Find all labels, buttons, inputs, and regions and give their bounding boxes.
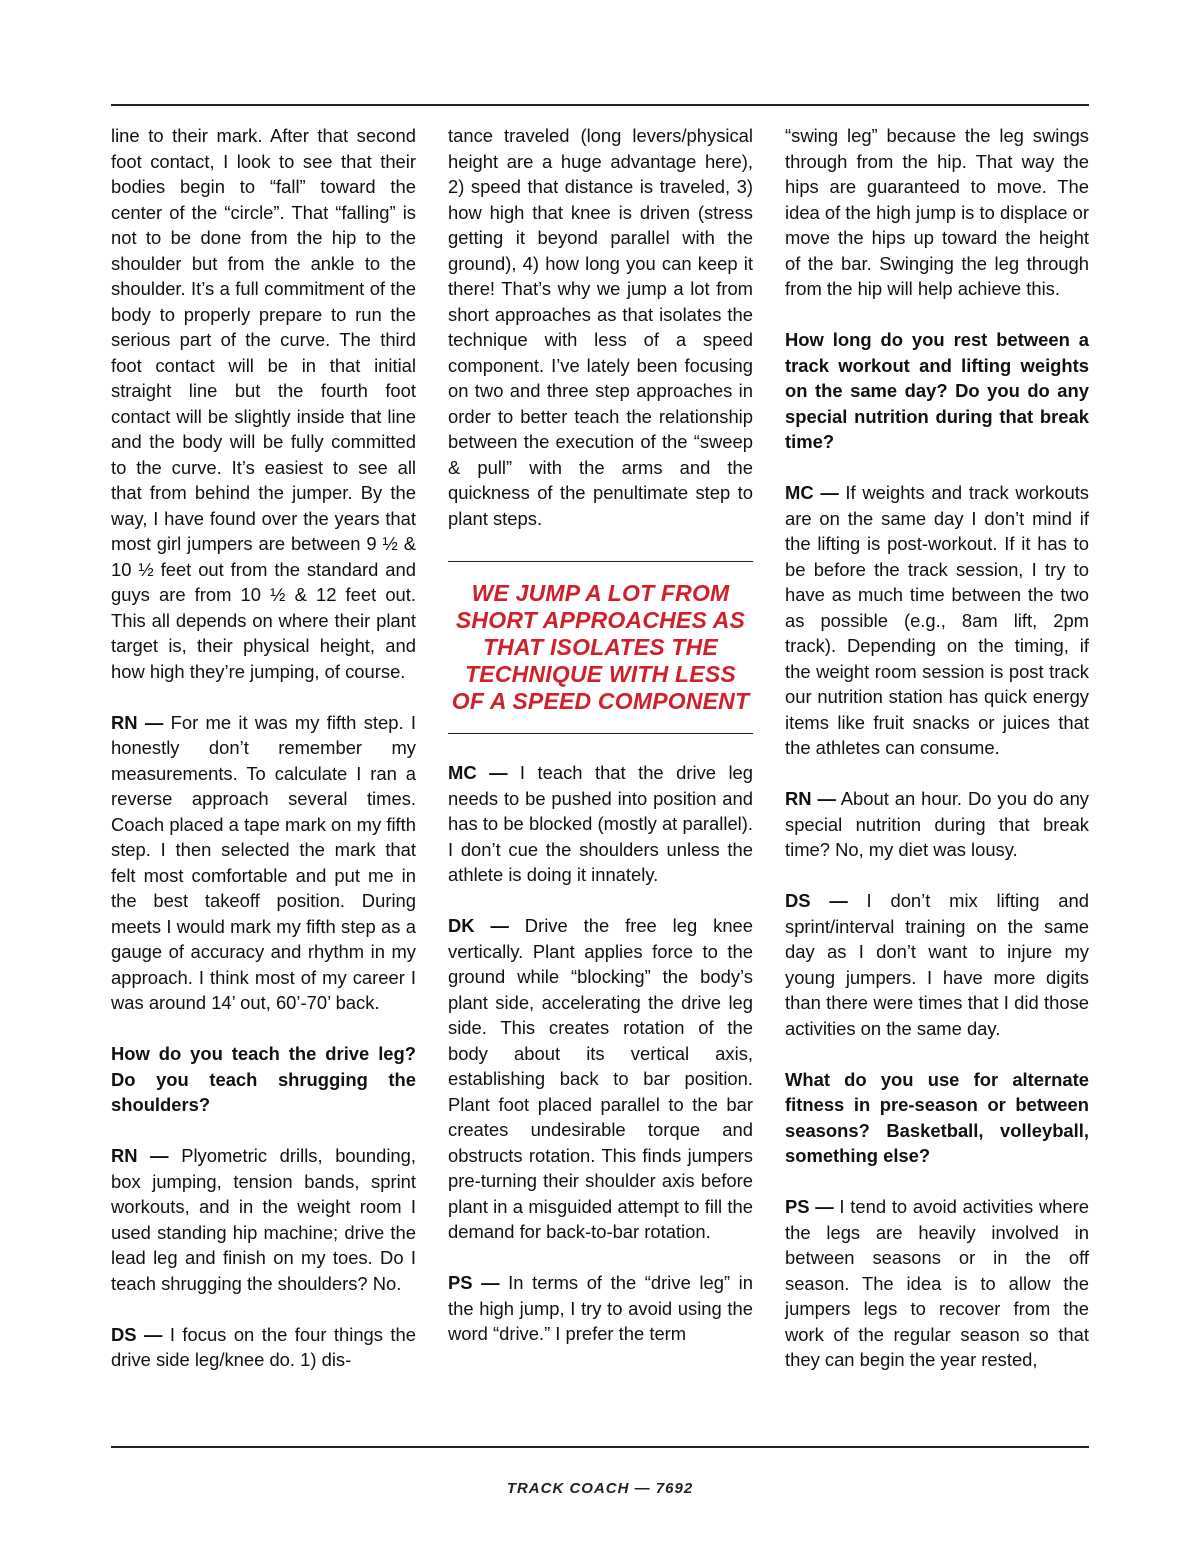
speaker-label: DS —: [111, 1323, 163, 1345]
pull-quote: WE JUMP A LOT FROM SHORT APPROACHES AS THAT ISOLATES THE TECHNIQUE WITH LESS OF A SPEED COMPONENT: [448, 561, 753, 734]
top-rule: [111, 104, 1089, 106]
paragraph: tance traveled (long levers/physical height are a huge advantage here), 2) speed that distance is traveled, 3) how high that knee is driven (stress getting it beyond parallel with the ground), 4) how long you can keep it there! That’s why we jump a lot from short approaches as that isolates the technique with less of a speed component. I’ve lately been focusing on two and three step approaches in order to better teach the relationship between the execution of the “sweep & pull” with the arms and the quickness of the penultimate step to plant steps.: [448, 125, 753, 529]
answer-mc: [448, 760, 753, 888]
speaker-label: DS —: [785, 890, 848, 911]
speaker-label: MC —: [785, 482, 839, 503]
speaker-label: RN —: [111, 711, 164, 733]
answer-text: For me it was my fifth step. I honestly don’t remember my measurements. To calculate I ran a reverse approach several times. Coach placed a tape mark on my fifth step. I then selected the mark that felt most comfortable and put me in the best takeoff position. During meets I would mark my fifth step as a gauge of accuracy and rhythm in my approach. I think most of my career I was around 14’ out, 60’-70’ back.: [111, 711, 417, 1013]
question: What do you use for alternate fitness in pre-season or between seasons? Basketball, volleyball, something else?: [785, 1068, 1089, 1166]
answer-text: In terms of the “drive leg” in the high jump, I try to avoid using the word “drive.” I prefer the term: [448, 1272, 753, 1344]
speaker-label: PS —: [785, 1196, 834, 1217]
answer-ds: [785, 888, 1089, 1041]
speaker-label: RN —: [785, 788, 836, 809]
answer-rn: [785, 786, 1089, 863]
answer-text: I teach that the drive leg needs to be pushed into position and has to be blocked (mostly at parallel). I don’t cue the shoulders unless the athlete is doing it innately.: [448, 762, 753, 885]
answer-ps: [448, 1270, 753, 1347]
question: How long do you rest between a track workout and lifting weights on the same day? Do you do any special nutrition during that break time?: [785, 329, 1089, 452]
answer-rn: [111, 1143, 416, 1296]
answer-rn: [111, 710, 416, 1016]
speaker-label: MC —: [448, 762, 508, 783]
bottom-rule: [111, 1446, 1089, 1448]
page-footer: TRACK COACH — 7692: [506, 1480, 694, 1497]
column-1: [111, 123, 416, 1373]
column-2: [448, 123, 753, 1347]
answer-ps: [785, 1194, 1089, 1373]
speaker-label: DK —: [448, 915, 509, 936]
answer-ds: [111, 1322, 416, 1373]
answer-text: I tend to avoid activities where the legs are heavily involved in between seasons or in the off season. The idea is to allow the jumpers legs to recover from the work of the regular season so that they can begin the year rested,: [785, 1196, 1089, 1370]
paragraph: line to their mark. After that second foot contact, I look to see that their bodies begin to “fall” toward the center of the “circle”. That “falling” is not to be done from the hip to the shoulder but from the ankle to the shoulder. It’s a full commitment of the body to properly prepare to run the serious part of the curve. The third foot contact will be in that initial straight line but the fourth foot contact will be slightly inside that line and the body will be fully committed to the curve. It’s easiest to see all that from behind the jumper. By the way, I have found over the years that most girl jumpers are between 9 ½ & 10 ½ feet out from the standard and guys are from 10 ½ & 12 feet out. This all depends on where their plant target is, their physical height, and how high they’re jumping, of course.: [111, 125, 416, 682]
answer-text: I focus on the four things the drive side leg/knee do. 1) dis-: [111, 1323, 416, 1370]
answer-dk: [448, 913, 753, 1245]
answer-text: About an hour. Do you do any special nutrition during that break time? No, my diet was lousy.: [785, 788, 1089, 860]
paragraph: “swing leg” because the leg swings through from the hip. That way the hips are guaranteed to move. The idea of the high jump is to displace or move the hips up toward the height of the bar. Swinging the leg through from the hip will help achieve this.: [785, 125, 1089, 299]
answer-text: If weights and track workouts are on the same day I don’t mind if the lifting is post-workout. If it has to be before the track session, I try to have as much time between the two as possible (e.g., 8am lift, 2pm track). Depending on the timing, if the weight room session is post track our nutrition station has quick energy items like fruit snacks or juices that the athletes can consume.: [785, 482, 1090, 758]
speaker-label: RN —: [111, 1145, 169, 1166]
answer-text: Plyometric drills, bounding, box jumping, tension bands, sprint workouts, and in the weight room I used standing hip machine; drive the lead leg and finish on my toes. Do I teach shrugging the shoulders? No.: [111, 1145, 416, 1294]
answer-text: Drive the free leg knee vertically. Plant applies force to the ground while “blocking” the body’s plant side, accelerating the drive leg side. This creates rotation of the body about its vertical axis, establishing back to bar position. Plant foot placed parallel to the bar creates undesirable torque and obstructs rotation. This finds jumpers pre-turning their shoulder axis before plant in a misguided attempt to fill the demand for back-to-bar rotation.: [448, 915, 754, 1242]
column-3: [785, 123, 1089, 1373]
question: How do you teach the drive leg? Do you teach shrugging the shoulders?: [111, 1043, 416, 1115]
answer-text: I don’t mix lifting and sprint/interval training on the same day as I don’t want to injure my young jumpers. I have more digits than there were times that I did those activities on the same day.: [785, 890, 1089, 1039]
answer-mc: [785, 480, 1089, 761]
speaker-label: PS —: [448, 1272, 500, 1293]
